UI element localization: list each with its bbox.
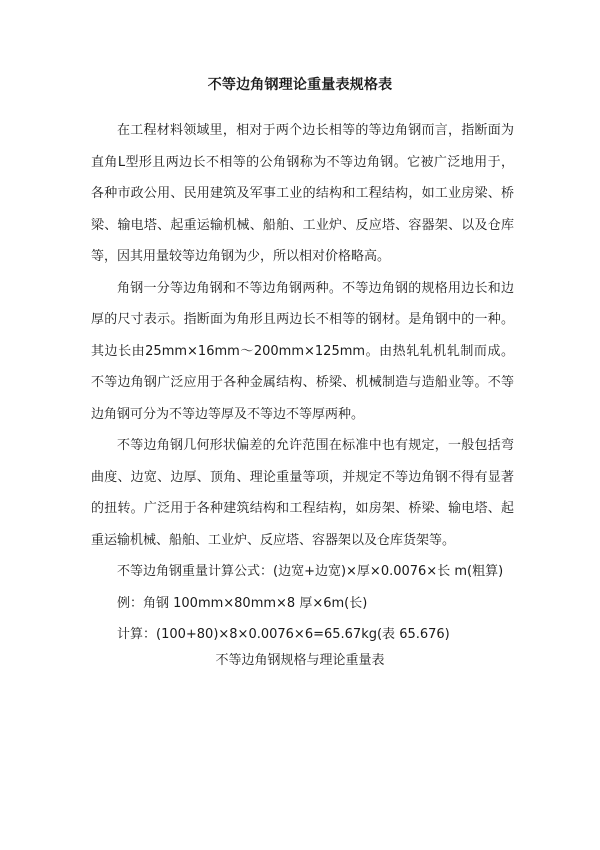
paragraph-intro: 在工程材料领域里，相对于两个边长相等的等边角钢而言，指断面为直角L型形且两边长不相等的公角钢称为不等边角钢。它被广泛地用于，各种市政公用、民用建筑及军事工业的结构和工程结构，如工业房梁、桥梁、输电塔、起重运输机械、船舶、工业炉、反应塔、容器架、以及仓库等，因其用量较等边角钢为少，所以相对价格略高。 — [91, 123, 514, 264]
weight-formula: 不等边角钢重量计算公式：(边宽+边宽)×厚×0.0076×长 m(粗算) — [117, 564, 504, 579]
table-caption: 不等边角钢规格与理论重量表 — [215, 653, 385, 668]
calculation-line: 计算：(100+80)×8×0.0076×6=65.67kg(表 65.676) — [117, 627, 450, 642]
example-line: 例：角钢 100mm×80mm×8 厚×6m(长) — [117, 595, 368, 611]
paragraph-tolerance: 不等边角钢几何形状偏差的允许范围在标准中也有规定，一般包括弯曲度、边宽、边厚、顶角、理论重量等项，并规定不等边角钢不得有显著的扭转。广泛用于各种建筑结构和工程结构，如房架、桥梁、输电塔、起重运输机械、船舶、工业炉、反应塔、容器架以及仓库货架等。 — [91, 438, 514, 548]
document-body — [91, 115, 514, 651]
paragraph-types: 角钢一分等边角钢和不等边角钢两种。不等边角钢的规格用边长和边厚的尺寸表示。指断面为角形且两边长不相等的钢材。是角钢中的一种。其边长由25mm×16mm～200mm×125mm。由热轧轧机轧制而成。不等边角钢广泛应用于各种金属结构、桥梁、机械制造与造船业等。不等边角钢可分为不等边等厚及不等边不等厚两种。 — [91, 280, 514, 422]
document-title: 不等边角钢理论重量表规格表 — [207, 77, 393, 93]
